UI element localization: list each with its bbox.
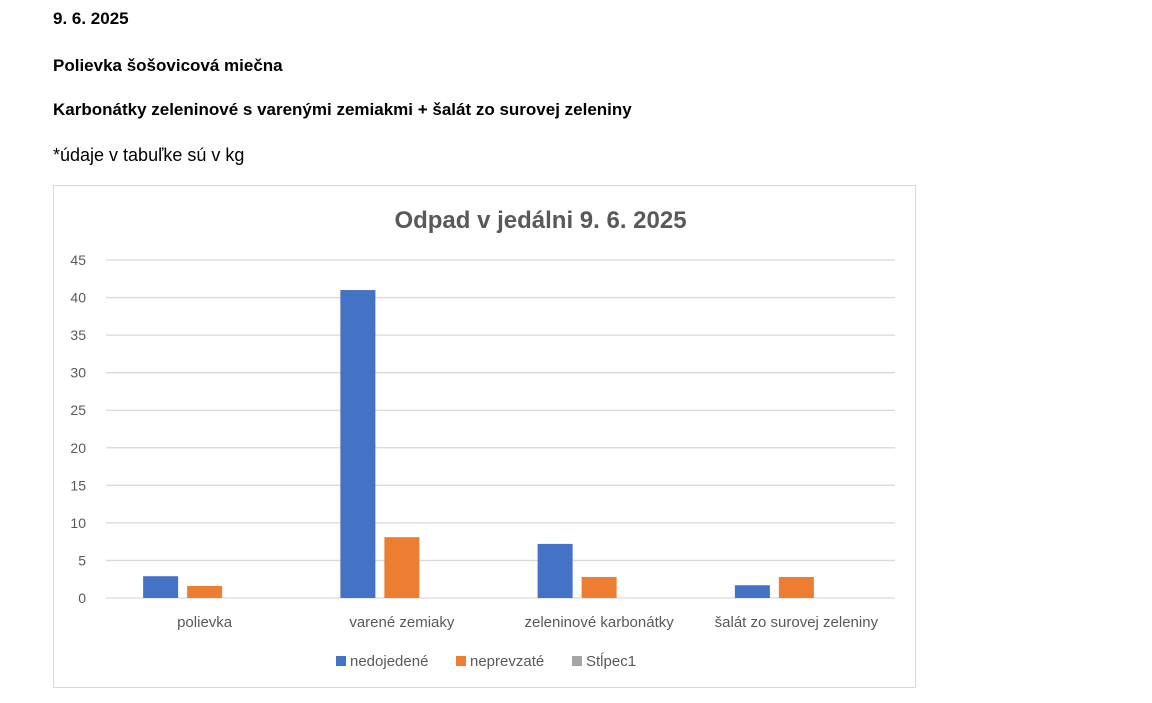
y-tick-label: 45: [70, 252, 86, 268]
bar-neprevzaté-polievka[interactable]: [187, 586, 222, 598]
bar-nedojedené-polievka[interactable]: [143, 576, 178, 598]
y-tick-label: 30: [70, 364, 86, 381]
date-heading: 9. 6. 2025: [53, 9, 129, 28]
soup-heading: Polievka šošovicová miečna: [53, 56, 283, 75]
bar-neprevzaté-šalát zo surovej zeleniny[interactable]: [779, 577, 814, 598]
y-tick-label: 15: [70, 477, 86, 494]
legend-label: neprevzaté: [470, 653, 545, 670]
legend-swatch-neprevzaté: [456, 656, 466, 666]
x-category-label: zeleninové karbonátky: [524, 614, 674, 631]
y-tick-label: 5: [78, 552, 86, 569]
y-tick-label: 0: [78, 590, 86, 606]
bar-nedojedené-šalát zo surovej zeleniny[interactable]: [735, 585, 770, 598]
units-note: *údaje v tabuľke sú v kg: [53, 145, 245, 165]
legend-label: Stĺpec1: [586, 653, 637, 670]
legend-label: nedojedené: [350, 653, 429, 670]
y-tick-label: 10: [70, 514, 86, 531]
bar-neprevzaté-varené zemiaky[interactable]: [384, 537, 419, 598]
legend-swatch-Stĺpec1: [572, 656, 582, 666]
y-tick-label: 25: [70, 402, 86, 419]
waste-bar-chart: [54, 186, 915, 687]
y-tick-label: 40: [70, 289, 86, 306]
y-tick-label: 20: [70, 439, 86, 456]
legend-swatch-nedojedené: [336, 656, 346, 666]
bar-nedojedené-zeleninové karbonátky[interactable]: [538, 544, 573, 598]
x-category-label: varené zemiaky: [349, 614, 455, 631]
chart-title: Odpad v jedálni 9. 6. 2025: [394, 207, 687, 234]
chart-container[interactable]: [53, 185, 916, 688]
y-tick-label: 35: [70, 327, 86, 344]
bar-neprevzaté-zeleninové karbonátky[interactable]: [582, 577, 617, 598]
main-dish-heading: Karbonátky zeleninové s varenými zemiakmi + šalát zo surovej zeleniny: [53, 100, 632, 119]
x-category-label: polievka: [177, 614, 233, 631]
x-category-label: šalát zo surovej zeleniny: [714, 614, 879, 631]
bar-nedojedené-varené zemiaky[interactable]: [340, 290, 375, 598]
